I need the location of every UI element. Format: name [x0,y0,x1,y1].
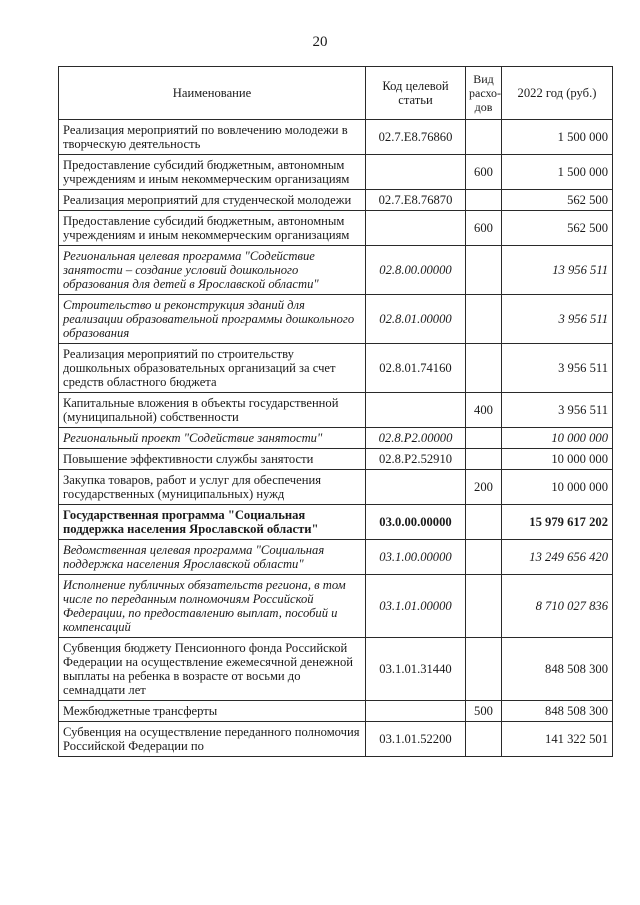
row-expense-type-cell [466,638,502,701]
row-code-cell: 03.1.01.52200 [366,722,466,757]
row-expense-type-cell [466,295,502,344]
row-amount-cell: 3 956 511 [502,295,613,344]
row-amount-cell: 3 956 511 [502,344,613,393]
header-amount: 2022 год (руб.) [502,67,613,120]
row-amount-cell: 8 710 027 836 [502,575,613,638]
row-code-cell: 02.8.01.74160 [366,344,466,393]
header-code: Код целевой статьи [366,67,466,120]
budget-table [58,66,613,757]
table-row [59,470,613,505]
row-name-cell: Межбюджетные трансферты [59,701,366,722]
row-amount-cell: 848 508 300 [502,701,613,722]
row-expense-type-cell [466,540,502,575]
row-amount-cell: 562 500 [502,190,613,211]
row-expense-type-cell: 600 [466,155,502,190]
row-expense-type-cell [466,722,502,757]
row-amount-cell: 141 322 501 [502,722,613,757]
row-name-cell: Ведомственная целевая программа "Социальная поддержка населения Ярославской области" [59,540,366,575]
row-name-cell: Исполнение публичных обязательств региона, в том числе по переданным полномочиям Российской Федерации, по предоставлению выплат, пособий и компенсаций [59,575,366,638]
table-row [59,211,613,246]
table-row [59,295,613,344]
row-name-cell: Повышение эффективности службы занятости [59,449,366,470]
row-code-cell [366,155,466,190]
row-name-cell: Строительство и реконструкция зданий для реализации образовательной программы дошкольного образования [59,295,366,344]
table-row [59,393,613,428]
row-amount-cell: 3 956 511 [502,393,613,428]
table-row [59,638,613,701]
row-amount-cell: 10 000 000 [502,449,613,470]
row-expense-type-cell [466,449,502,470]
row-expense-type-cell: 400 [466,393,502,428]
row-name-cell: Субвенция бюджету Пенсионного фонда Российской Федерации на осуществление ежемесячной денежной выплаты на ребенка в возрасте от восьми до семнадцати лет [59,638,366,701]
table-row [59,120,613,155]
row-code-cell: 02.8.01.00000 [366,295,466,344]
row-code-cell: 03.1.01.31440 [366,638,466,701]
row-code-cell [366,393,466,428]
row-amount-cell: 1 500 000 [502,155,613,190]
row-name-cell: Региональная целевая программа "Содействие занятости – создание условий дошкольного образования для детей в Ярославской области" [59,246,366,295]
row-name-cell: Предоставление субсидий бюджетным, автономным учреждениям и иным некоммерческим организациям [59,155,366,190]
table-row [59,344,613,393]
table-row [59,428,613,449]
row-name-cell: Реализация мероприятий по вовлечению молодежи в творческую деятельность [59,120,366,155]
row-amount-cell: 13 249 656 420 [502,540,613,575]
row-code-cell: 02.8.P2.52910 [366,449,466,470]
row-name-cell: Капитальные вложения в объекты государственной (муниципальной) собственности [59,393,366,428]
row-expense-type-cell [466,246,502,295]
header-expense-type: Вид расхо- дов [466,67,502,120]
row-expense-type-cell [466,428,502,449]
row-amount-cell: 13 956 511 [502,246,613,295]
row-expense-type-cell [466,344,502,393]
row-amount-cell: 15 979 617 202 [502,505,613,540]
row-code-cell: 02.7.E8.76860 [366,120,466,155]
row-code-cell: 03.0.00.00000 [366,505,466,540]
row-name-cell: Государственная программа "Социальная поддержка населения Ярославской области" [59,505,366,540]
table-body [59,120,613,757]
row-code-cell: 02.8.00.00000 [366,246,466,295]
table-row [59,246,613,295]
row-expense-type-cell: 500 [466,701,502,722]
row-code-cell: 02.8.P2.00000 [366,428,466,449]
row-name-cell: Закупка товаров, работ и услуг для обеспечения государственных (муниципальных) нужд [59,470,366,505]
row-amount-cell: 10 000 000 [502,428,613,449]
table-row [59,722,613,757]
table-row [59,505,613,540]
table-header-row [59,67,613,120]
row-expense-type-cell: 600 [466,211,502,246]
table-row [59,575,613,638]
table-row [59,701,613,722]
header-name: Наименование [59,67,366,120]
row-expense-type-cell: 200 [466,470,502,505]
row-amount-cell: 562 500 [502,211,613,246]
table-row [59,155,613,190]
row-name-cell: Субвенция на осуществление переданного полномочия Российской Федерации по [59,722,366,757]
row-code-cell: 03.1.00.00000 [366,540,466,575]
page-number: 20 [312,34,328,50]
row-code-cell [366,211,466,246]
row-expense-type-cell [466,120,502,155]
row-expense-type-cell [466,505,502,540]
row-expense-type-cell [466,575,502,638]
row-name-cell: Реализация мероприятий для студенческой молодежи [59,190,366,211]
row-amount-cell: 1 500 000 [502,120,613,155]
row-name-cell: Предоставление субсидий бюджетным, автономным учреждениям и иным некоммерческим организациям [59,211,366,246]
row-expense-type-cell [466,190,502,211]
row-amount-cell: 10 000 000 [502,470,613,505]
row-code-cell [366,470,466,505]
row-code-cell: 03.1.01.00000 [366,575,466,638]
row-name-cell: Региональный проект "Содействие занятости" [59,428,366,449]
table-row [59,190,613,211]
table-row [59,449,613,470]
table-row [59,540,613,575]
row-code-cell [366,701,466,722]
row-amount-cell: 848 508 300 [502,638,613,701]
row-code-cell: 02.7.E8.76870 [366,190,466,211]
row-name-cell: Реализация мероприятий по строительству дошкольных образовательных организаций за счет средств областного бюджета [59,344,366,393]
